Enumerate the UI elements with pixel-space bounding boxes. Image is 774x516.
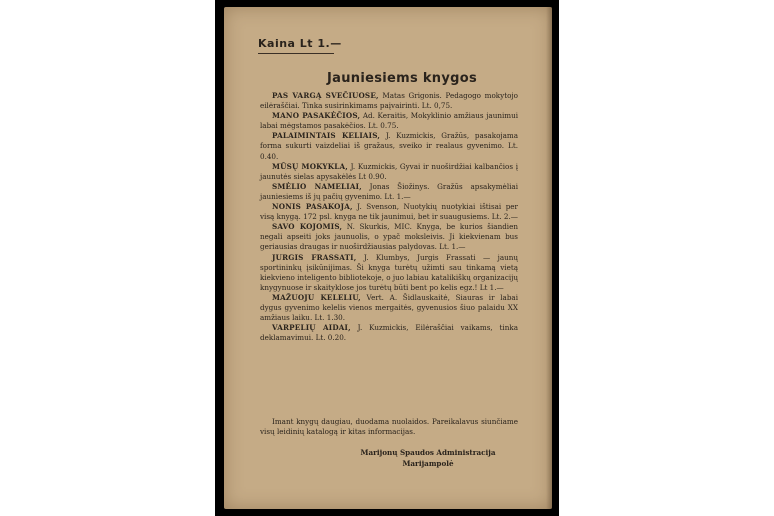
- publisher-city: Marijampolė: [402, 458, 454, 468]
- book-title: JURGIS FRASSATI,: [272, 252, 357, 262]
- book-entry: [260, 111, 518, 131]
- book-description: N. Skurkis, MIC. Knyga, be kurios šiandien negali apseiti joks jaunuolis, o ypač moksleivis. Ji kiekvienam bus geriausias draugas ir nuoširdžiausias palydovas. Lt. 1.—: [260, 222, 518, 252]
- book-description: J. Kuzmickis, Gyvai ir nuoširdžiai kalbančios į jaunutės sielas apysakėlės Lt 0.90.: [260, 161, 518, 181]
- book-description: Vert. A. Šidlauskaitė, Siauras ir labai dygus gyvenimo kelelis vienos mergaitės, gyvenusios šiuo palaidu XX amžiaus laiku. Lt. 1.30.: [260, 292, 519, 323]
- book-entry: [260, 253, 518, 293]
- book-title: VARPELIŲ AIDAI,: [272, 323, 351, 333]
- book-entry: [260, 162, 518, 182]
- book-title: SMĖLIO NAMELIAI,: [272, 181, 362, 191]
- book-title: MAŽUOJU KELELIU,: [272, 292, 361, 302]
- publisher-block: [224, 448, 552, 469]
- book-entry: [260, 182, 518, 202]
- book-description: Ad. Keraitis, Mokyklinio amžiaus jaunimui labai mėgstamos pasakėčios. Lt. 0.75.: [260, 111, 519, 131]
- page-title: Jauniesiems knygos: [327, 71, 477, 86]
- book-title: PAS VARGĄ SVEČIUOSE,: [272, 91, 379, 100]
- book-description: J. Svenson, Nuotykių nuotykiai ištisai per visą knygą. 172 psl. knyga ne tik jaunimui, bet ir suaugusiems. Lt. 2.—: [260, 202, 518, 222]
- book-title: MŪSŲ MOKYKLA,: [272, 161, 348, 171]
- book-entry: [260, 131, 518, 161]
- book-entry: [260, 293, 518, 323]
- book-entry: [260, 91, 518, 111]
- discount-note: Imant knygų daugiau, duodama nuolaidos. Pareikalavus siunčiame visų leidinių katalogą ir kitas informacijas.: [260, 417, 518, 437]
- book-back-cover: [224, 7, 552, 509]
- book-title: MANO PASAKĖČIOS,: [272, 111, 361, 121]
- book-list: [260, 91, 518, 343]
- book-entry: [260, 323, 518, 343]
- book-title: NONIS PASAKOJA,: [272, 202, 353, 212]
- price-underline: [258, 53, 334, 54]
- book-description: Jonas Šiožinys. Gražūs apsakymėliai jauniesiems iš jų pačių gyvenimo. Lt. 1.—: [260, 181, 518, 201]
- price-label: Kaina Lt 1.—: [258, 37, 342, 50]
- publisher-name: Marijonų Spaudos Administracija: [360, 448, 496, 457]
- book-entry: [260, 222, 518, 252]
- book-description: J. Kuzmickis, Gražūs, pasakojama forma sukurti vaizdeliai iš gražaus, sveiko ir realaus gyvenimo. Lt. 0.40.: [260, 131, 519, 161]
- book-title: SAVO KOJOMIS,: [272, 222, 343, 232]
- book-description: J. Kuzmickis, Eilėraščiai vaikams, tinka deklamavimui. Lt. 0.20.: [260, 323, 518, 343]
- book-description: Matas Grigonis. Pedagogo mokytojo eilėraščiai. Tinka susirinkimams paįvairinti. Lt. 0,75.: [260, 91, 518, 111]
- book-description: J. Klumbys, Jurgis Frassati — jaunų sportininkų įsikūnijimas. Ši knyga turėtų užimti sau tinkamą vietą kiekvieno inteligento bibliotekoje, o juo labiau katalikiškų organizacijų knygynuose ir skaityklose jos turėtų būti bent po kelis egz.! Lt 1.—: [260, 252, 518, 292]
- book-title: PALAIMINTAIS KELIAIS,: [272, 131, 381, 141]
- book-entry: [260, 202, 518, 222]
